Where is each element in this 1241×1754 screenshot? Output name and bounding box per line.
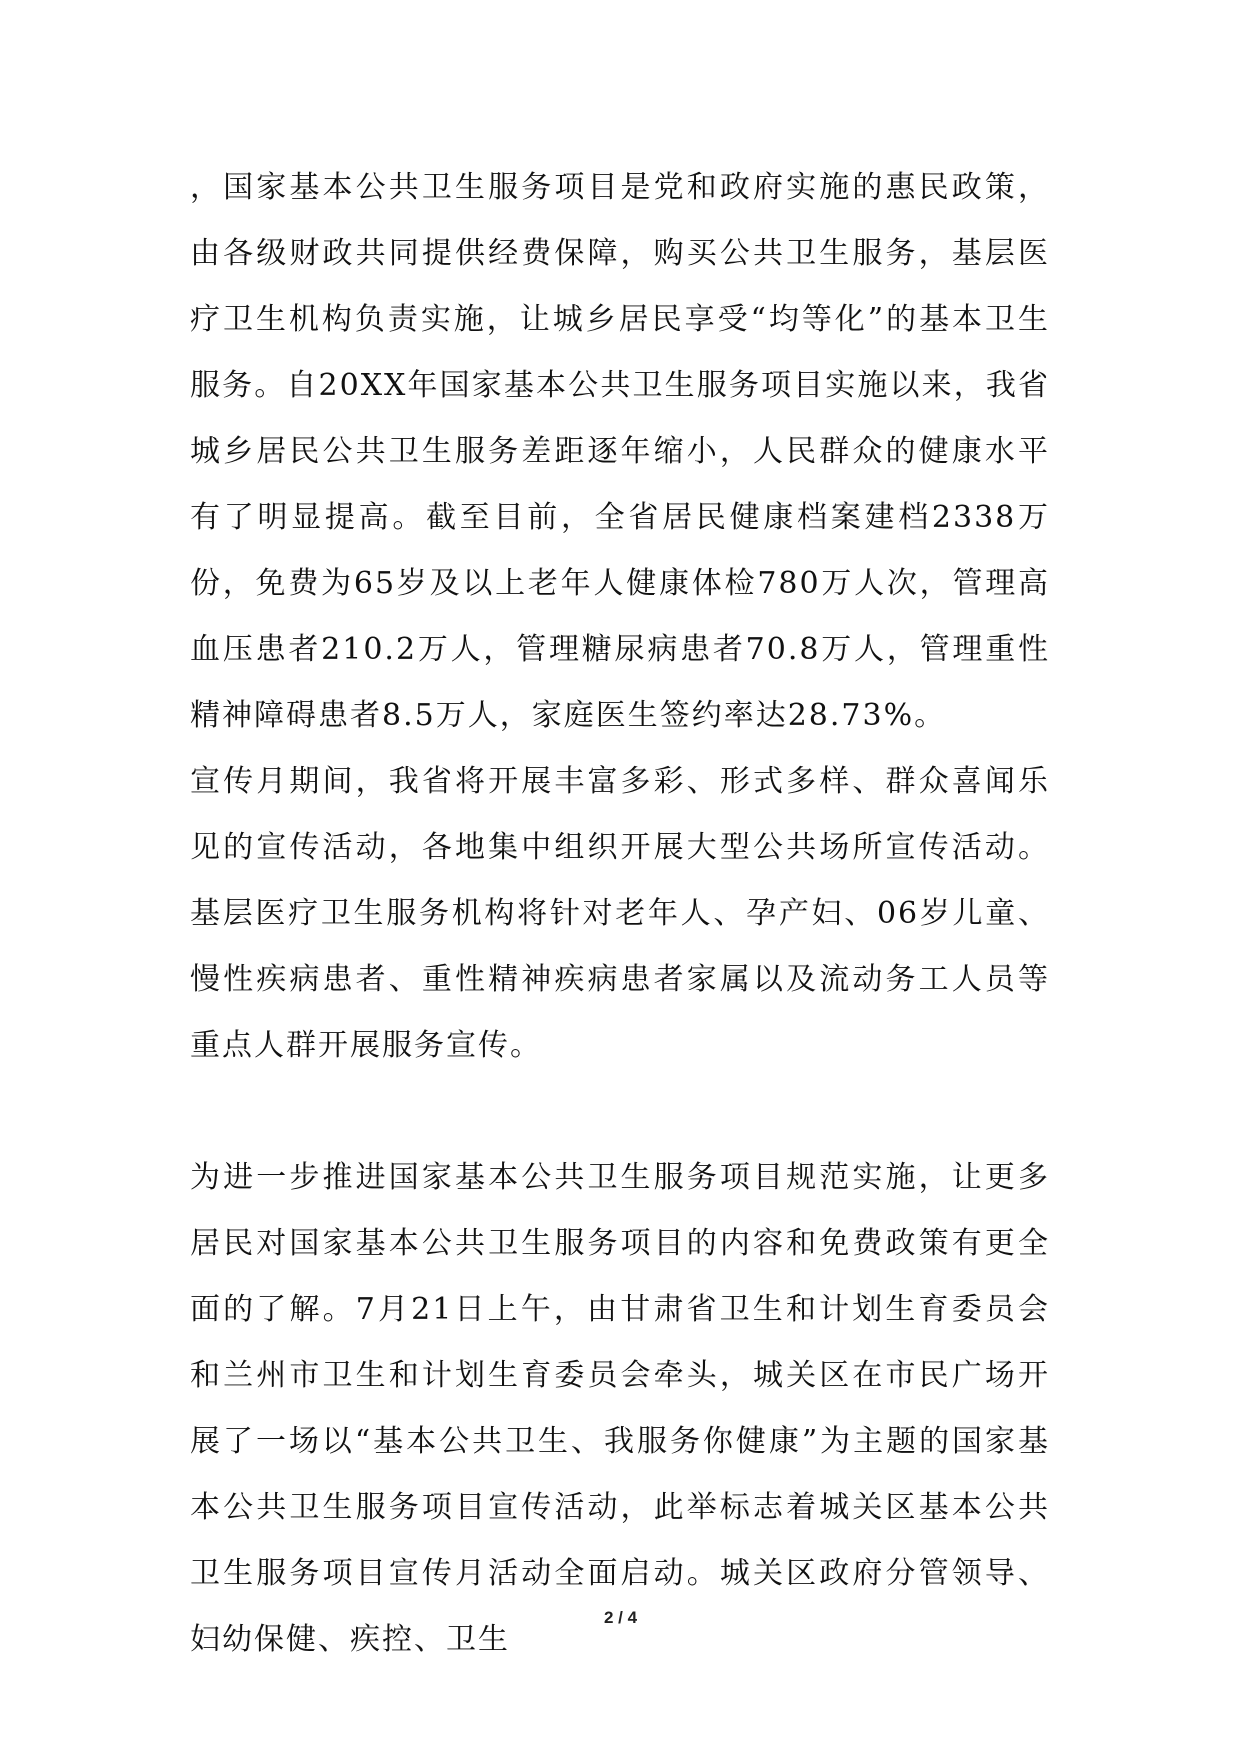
page-number: 2 / 4 — [603, 1608, 638, 1627]
paragraph-3: 为进一步推进国家基本公共卫生服务项目规范实施，让更多居民对国家基本公共卫生服务项目的内容和免费政策有更全面的了解。7月21日上午，由甘肃省卫生和计划生育委员会和兰州市卫生和计划生育委员会牵头，城关区在市民广场开展了一场以“基本公共卫生、我服务你健康”为主题的国家基本公共卫生服务项目宣传活动，此举标志着城关区基本公共卫生服务项目宣传月活动全面启动。城关区政府分管领导、妇幼保健、疾控、卫生 — [190, 1160, 1050, 1657]
body-text — [190, 155, 1050, 1673]
paragraph-1: ，国家基本公共卫生服务项目是党和政府实施的惠民政策，由各级财政共同提供经费保障，购买公共卫生服务，基层医疗卫生机构负责实施，让城乡居民享受“均等化”的基本卫生服务。自20XX年国家基本公共卫生服务项目实施以来，我省城乡居民公共卫生服务差距逐年缩小，人民群众的健康水平有了明显提高。截至目前，全省居民健康档案建档2338万份，免费为65岁及以上老年人健康体检780万人次，管理高血压患者210.2万人，管理糖尿病患者70.8万人，管理重性精神障碍患者8.5万人，家庭医生签约率达28.73%。 — [190, 170, 1050, 733]
paragraph-2: 宣传月期间，我省将开展丰富多彩、形式多样、群众喜闻乐见的宣传活动，各地集中组织开展大型公共场所宣传活动。基层医疗卫生服务机构将针对老年人、孕产妇、06岁儿童、慢性疾病患者、重性精神疾病患者家属以及流动务工人员等重点人群开展服务宣传。 — [190, 764, 1050, 1063]
